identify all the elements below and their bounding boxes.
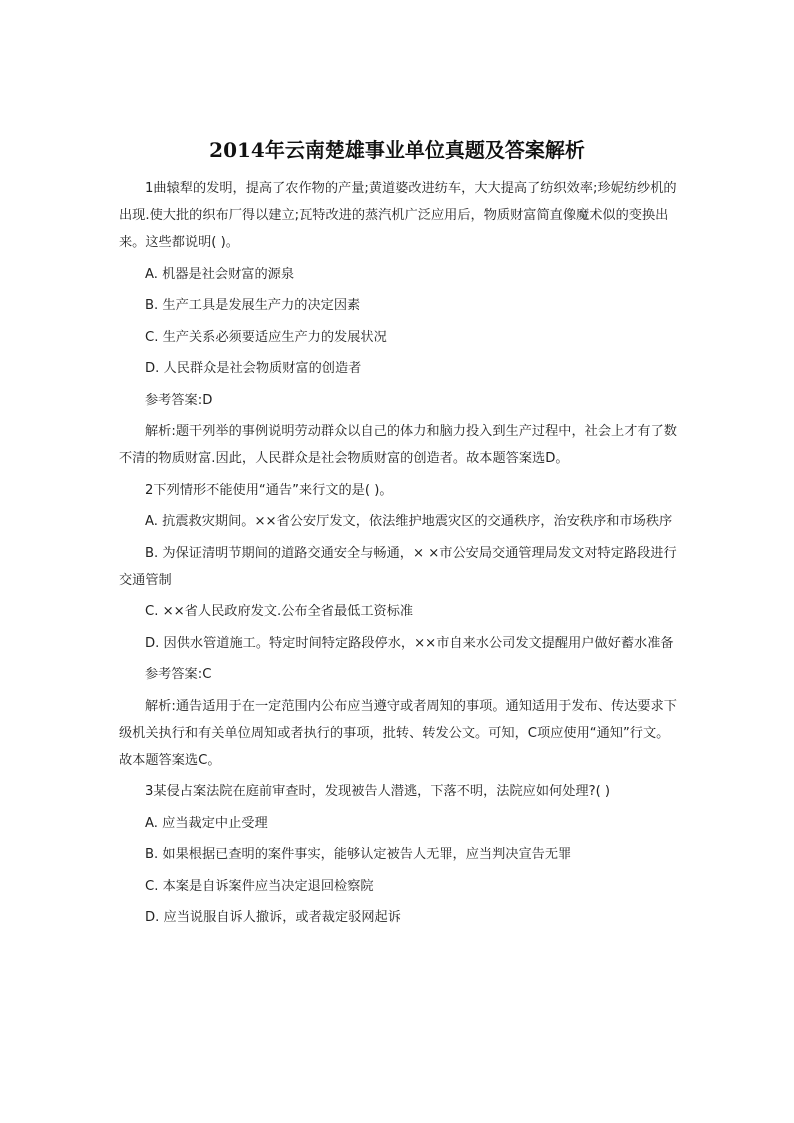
question-2-stem: 2下列情形不能使用“通告”来行文的是( )。 xyxy=(145,482,393,498)
question-2-option-d: D. 因供水管道施工。特定时间特定路段停水，××市自来水公司发文提醒用户做好蓄水准备 xyxy=(145,635,674,651)
question-3-option-d: D. 应当说服自诉人撤诉，或者裁定驳网起诉 xyxy=(145,910,401,925)
question-1-analysis: 解析:题干列举的事例说明劳动群众以自己的体力和脑力投入到生产过程中，社会上才有了数不清的物质财富.因此，人民群众是社会物质财富的创造者。故本题答案选D。 xyxy=(119,424,677,466)
document-body xyxy=(119,175,679,936)
question-1-option-c: C. 生产关系必须要适应生产力的发展状况 xyxy=(145,329,387,345)
question-2-option-c: C. ××省人民政府发文.公布全省最低工资标准 xyxy=(145,604,414,619)
question-1-stem: 1曲辕犁的发明，提高了农作物的产量;黄道婆改进纺车，大大提高了纺织效率;珍妮纺纱机的出现.使大批的织布厂得以建立;瓦特改进的蒸汽机广泛应用后，物质财富简直像魔术似的变换出来。这些都说明( )。 xyxy=(119,181,677,250)
question-3-stem: 3某侵占案法院在庭前审查时，发现被告人潜逃，下落不明，法院应如何处理?( ) xyxy=(145,784,611,799)
document-title: 2014年云南楚雄事业单位真题及答案解析 xyxy=(209,138,585,162)
question-3-option-a: A. 应当裁定中止受理 xyxy=(145,815,268,831)
question-2-answer: 参考答案:C xyxy=(145,667,212,682)
question-2-analysis: 解析:通告适用于在一定范围内公布应当遵守或者周知的事项。通知适用于发布、传达要求下级机关执行和有关单位周知或者执行的事项，批转、转发公文。可知，C项应使用“通知”行文。故本题答案选C。 xyxy=(119,698,677,768)
question-2-option-a: A. 抗震救灾期间。××省公安厅发文，依法维护地震灾区的交通秩序，治安秩序和市场秩序 xyxy=(145,514,673,529)
question-1-answer: 参考答案:D xyxy=(145,392,213,408)
question-3-option-c: C. 本案是自诉案件应当决定退回检察院 xyxy=(145,878,374,894)
question-2-option-b: B. 为保证清明节期间的道路交通安全与畅通，× ×市公安局交通管理局发文对特定路段进行交通管制 xyxy=(119,545,677,588)
question-1-option-b: B. 生产工具是发展生产力的决定因素 xyxy=(145,298,361,313)
question-1-option-a: A. 机器是社会财富的源泉 xyxy=(145,266,295,282)
question-1-option-d: D. 人民群众是社会物质财富的创造者 xyxy=(145,361,362,376)
question-3-option-b: B. 如果根据已查明的案件事实，能够认定被告人无罪，应当判决宣告无罪 xyxy=(145,847,572,862)
